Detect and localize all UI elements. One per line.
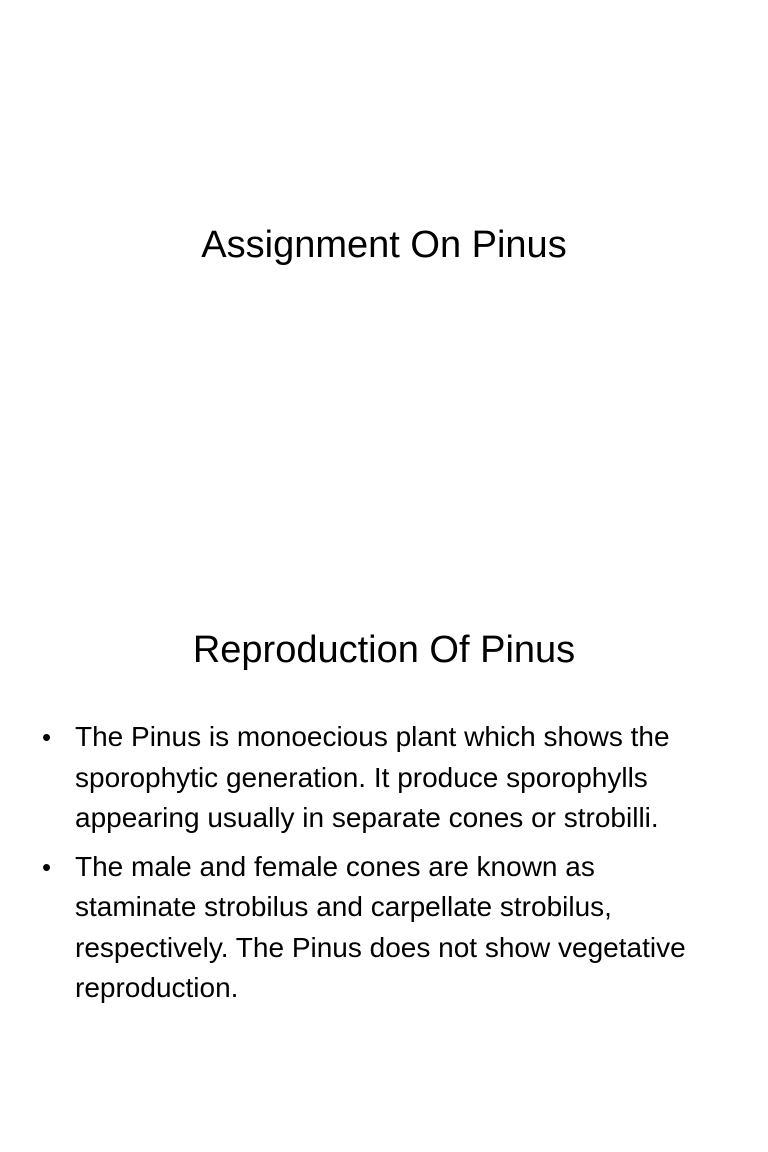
bullet-icon: • [42, 851, 52, 882]
slide-title-heading: Assignment On Pinus [201, 224, 567, 266]
bullet-item [42, 717, 692, 839]
bullet-item [42, 847, 692, 1009]
bullet-list [42, 717, 692, 1017]
bullet-text: The Pinus is monoecious plant which shows the sporophytic generation. It produce sporophylls appearing usually in separate cones or strobilli. [75, 721, 670, 833]
bullet-icon: • [42, 722, 52, 752]
bullet-text: The male and female cones are known as staminate strobilus and carpellate strobilus, respectively. The Pinus does not show vegetative reproduction. [75, 850, 686, 1003]
slide-content [0, 576, 768, 1152]
slide-content-heading: Reproduction Of Pinus [192, 629, 576, 671]
